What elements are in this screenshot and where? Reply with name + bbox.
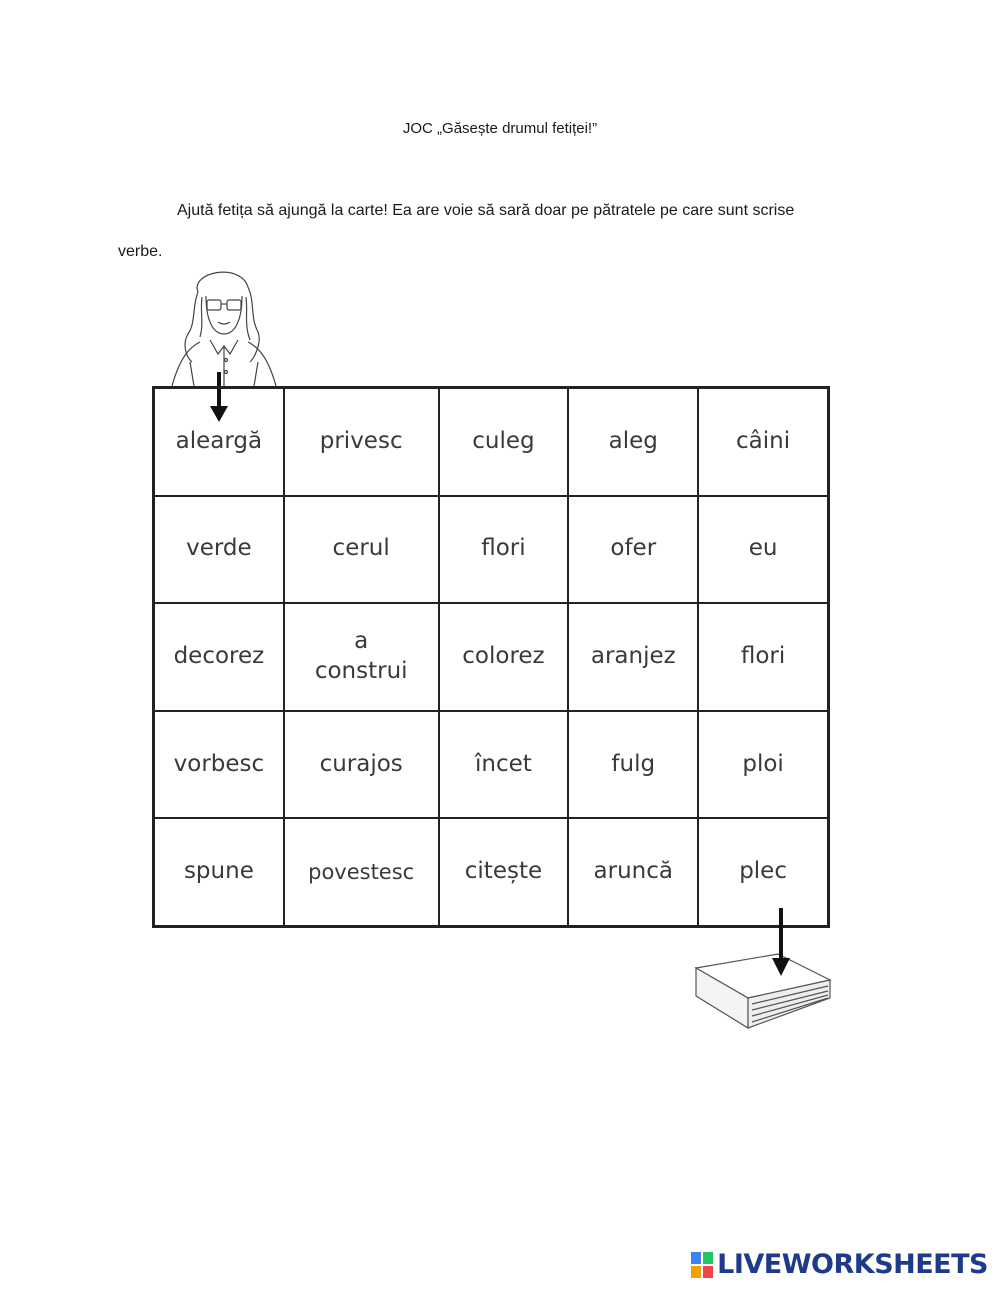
page-title: JOC „Găsește drumul fetiței!” (402, 120, 598, 137)
grid-cell[interactable]: încet (439, 711, 569, 819)
grid-cell[interactable]: ploi (698, 711, 828, 819)
grid-cell[interactable]: decorez (154, 603, 284, 711)
grid-cell[interactable]: plec (698, 818, 828, 926)
girl-icon (160, 262, 280, 387)
grid-cell[interactable]: curajos (284, 711, 439, 819)
grid-cell[interactable]: flori (439, 496, 569, 604)
grid-cell[interactable]: privesc (284, 388, 439, 496)
instructions-line-1: Ajută fetița să ajungă la carte! Ea are voie să sară doar pe pătratele pe care sunt scrise (177, 202, 795, 219)
grid-cell[interactable]: aleargă (154, 388, 284, 496)
arrow-down-icon (770, 908, 792, 978)
book-icon (692, 950, 834, 1032)
grid-cell[interactable]: fulg (568, 711, 698, 819)
grid-cell[interactable]: colorez (439, 603, 569, 711)
grid-cell[interactable]: povestesc (284, 818, 439, 926)
instructions-line-2: verbe. (118, 243, 163, 260)
grid-cell[interactable]: aranjez (568, 603, 698, 711)
grid-cell[interactable]: a construi (284, 603, 439, 711)
grid-cell[interactable]: cerul (284, 496, 439, 604)
liveworksheets-logo[interactable] (691, 1249, 988, 1280)
logo-text: LIVEWORKSHEETS (717, 1249, 988, 1280)
grid-cell[interactable]: vorbesc (154, 711, 284, 819)
grid-cell[interactable]: eu (698, 496, 828, 604)
grid-cell[interactable]: spune (154, 818, 284, 926)
grid-cell[interactable]: aruncă (568, 818, 698, 926)
grid-cell[interactable]: aleg (568, 388, 698, 496)
grid-cell[interactable]: câini (698, 388, 828, 496)
liveworksheets-logo-icon (691, 1252, 713, 1278)
word-grid (152, 386, 830, 928)
grid-cell[interactable]: verde (154, 496, 284, 604)
grid-cell[interactable]: ofer (568, 496, 698, 604)
grid-cell[interactable]: flori (698, 603, 828, 711)
grid-cell[interactable]: culeg (439, 388, 569, 496)
grid-cell[interactable]: citește (439, 818, 569, 926)
